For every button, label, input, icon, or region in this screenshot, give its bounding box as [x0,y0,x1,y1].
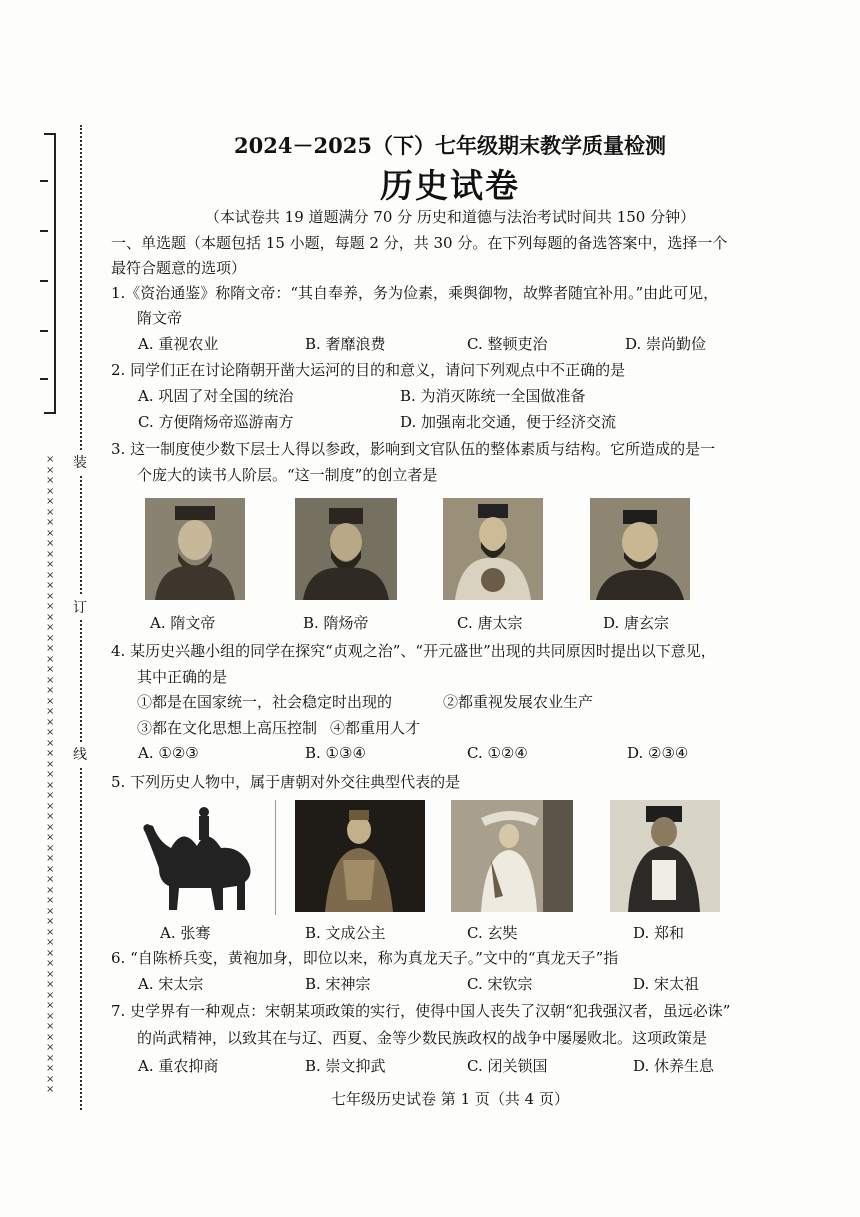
portrait-sui-wendi [145,498,245,600]
binding-char-zhuang: 装 [73,450,87,474]
q2-stem: 2. 同学们正在讨论隋朝开凿大运河的目的和意义，请问下列观点中不正确的是 [111,361,626,379]
binding-char-ding: 订 [73,595,87,619]
q5-stem: 5. 下列历史人物中，属于唐朝对外交往典型代表的是 [111,773,461,791]
image-zheng-he [610,800,720,912]
exam-title: 2024－2025（下）七年级期末教学质量检测 [234,133,666,158]
binding-margin [0,0,100,1217]
exam-subject-title: 历史试卷 [380,166,520,205]
q3-option-a[interactable]: A. 隋文帝 [150,614,216,632]
q7-stem-cont: 的尚武精神，以致其在与辽、西夏、金等少数民族政权的战争中屡屡败北。这项政策是 [137,1029,708,1047]
q6-option-b[interactable]: B. 宋神宗 [305,975,371,993]
q5-option-c[interactable]: C. 玄奘 [467,924,518,942]
q1-stem-cont: 隋文帝 [137,309,183,327]
q4-stem-cont: 其中正确的是 [137,668,228,686]
section-heading: 一、单选题（本题包括 15 小题，每题 2 分，共 30 分。在下列每题的备选答案中，选择一个 [111,234,728,252]
q4-statement-4: ④都重用人才 [330,719,421,737]
q1-option-b[interactable]: B. 奢靡浪费 [305,335,386,353]
q2-option-d[interactable]: D. 加强南北交通，便于经济交流 [400,413,617,431]
q1-option-d[interactable]: D. 崇尚勤俭 [625,335,707,353]
q5-option-b[interactable]: B. 文成公主 [305,924,386,942]
q3-stem-cont: 个庞大的读书人阶层。“这一制度”的创立者是 [137,466,438,484]
q2-option-c[interactable]: C. 方便隋炀帝巡游南方 [138,413,294,431]
q7-stem: 7. 史学界有一种观点：宋朝某项政策的实行，使得中国人丧失了汉朝“犯我强汉者，虽远必诛” [111,1002,731,1020]
q7-option-a[interactable]: A. 重农抑商 [138,1057,219,1075]
q4-statement-3: ③都在文化思想上高压控制 [137,719,318,737]
q4-option-c[interactable]: C. ①②④ [467,744,528,762]
bracket-tick [40,378,48,380]
q4-option-a[interactable]: A. ①②③ [138,744,199,762]
q1-option-a[interactable]: A. 重视农业 [138,335,219,353]
q7-option-b[interactable]: B. 崇文抑武 [305,1057,386,1075]
bracket-tick [40,280,48,282]
q5-option-d[interactable]: D. 郑和 [633,924,685,942]
bracket-tick [40,180,48,182]
q6-stem: 6. “自陈桥兵变，黄袍加身，即位以来，称为真龙天子。”文中的“真龙天子”指 [111,949,619,967]
q3-option-c[interactable]: C. 唐太宗 [457,614,523,632]
binding-cross-line: ××××××××××××××××××××××××××××××××××××××××××××××××××××××××××××× [46,455,55,1095]
binding-char-xian: 线 [73,742,87,766]
q1-stem: 1.《资治通鉴》称隋文帝：“其自奉养，务为俭素，乘舆御物，故弊者随宜补用。”由此可见， [111,284,719,302]
q2-option-a[interactable]: A. 巩固了对全国的统治 [138,387,294,405]
q6-option-a[interactable]: A. 宋太宗 [138,975,204,993]
binding-bracket [44,133,56,414]
q4-option-b[interactable]: B. ①③④ [305,744,366,762]
q7-option-d[interactable]: D. 休养生息 [633,1057,715,1075]
exam-note: （本试卷共 19 道题满分 70 分 历史和道德与法治考试时间共 150 分钟） [204,208,696,226]
portrait-tang-xuanzong [590,498,690,600]
portrait-sui-yangdi [295,498,397,600]
q5-option-a[interactable]: A. 张骞 [160,924,211,942]
image-divider [275,800,276,915]
q4-stem: 4. 某历史兴趣小组的同学在探究“贞观之治”、“开元盛世”出现的共同原因时提出以下意见， [111,642,716,660]
q3-option-b[interactable]: B. 隋炀帝 [303,614,369,632]
bracket-tick [40,330,48,332]
q2-option-b[interactable]: B. 为消灭陈统一全国做准备 [400,387,586,405]
page-footer: 七年级历史试卷 第 1 页（共 4 页） [331,1090,569,1108]
q4-option-d[interactable]: D. ②③④ [627,744,689,762]
image-princess-wencheng [295,800,425,912]
q4-statement-2: ②都重视发展农业生产 [443,693,594,711]
portrait-tang-taizong [443,498,543,600]
image-xuanzang [451,800,573,912]
q3-option-d[interactable]: D. 唐玄宗 [603,614,670,632]
q6-option-d[interactable]: D. 宋太祖 [633,975,700,993]
q4-statement-1: ①都是在国家统一，社会稳定时出现的 [137,693,393,711]
section-heading-cont: 最符合题意的选项） [111,259,247,277]
image-camel-rider [137,802,265,912]
q1-option-c[interactable]: C. 整顿吏治 [467,335,548,353]
q7-option-c[interactable]: C. 闭关锁国 [467,1057,548,1075]
q6-option-c[interactable]: C. 宋钦宗 [467,975,533,993]
q3-stem: 3. 这一制度使少数下层士人得以参政，影响到文官队伍的整体素质与结构。它所造成的是一 [111,440,716,458]
bracket-tick [40,230,48,232]
